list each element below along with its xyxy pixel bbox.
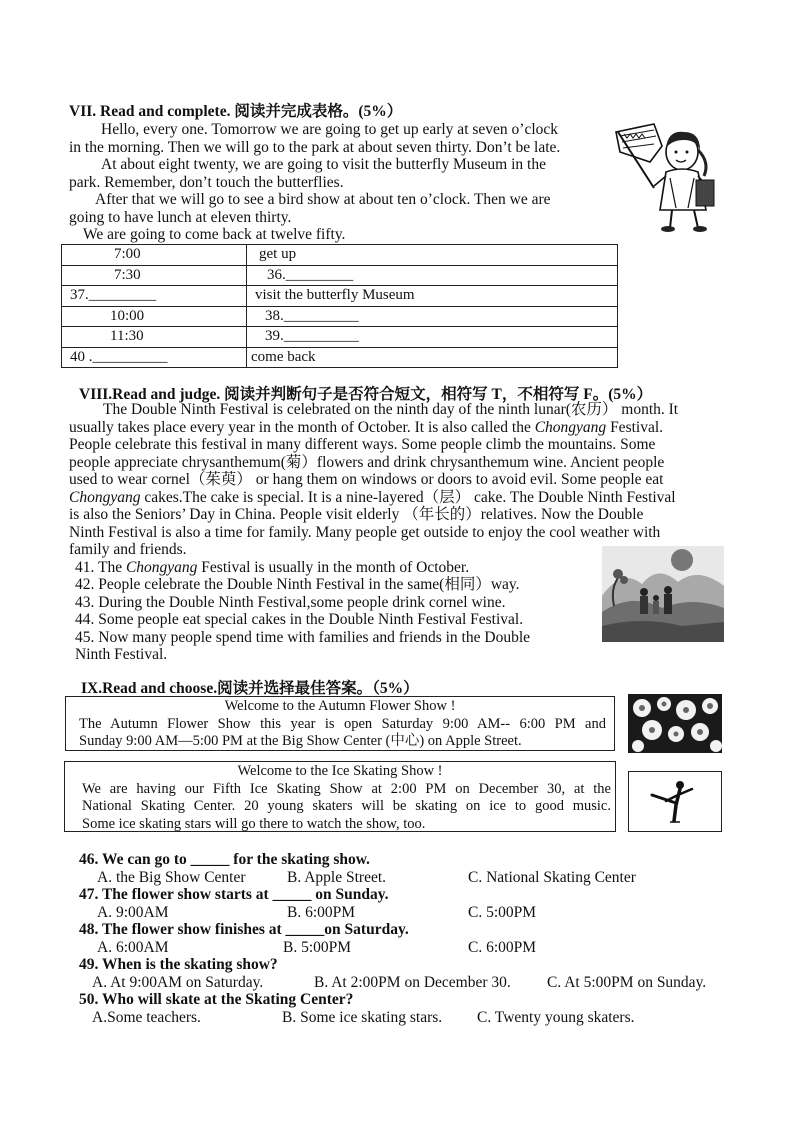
flower-show-notice <box>65 696 615 751</box>
s7-line-5: After that we will go to see a bird show at about ten o’clock. Then we are <box>95 191 551 208</box>
activity-cell: come back <box>247 347 618 368</box>
table-row <box>62 245 618 266</box>
table-row <box>62 347 618 368</box>
s8-line-2: usually takes place every year in the month of October. It is also called the Chongyang Festival. <box>69 418 664 436</box>
activity-cell: 36._________ <box>247 265 618 286</box>
s7-line-6: going to have lunch at eleven thirty. <box>69 208 292 226</box>
question-41: 41. The Chongyang Festival is usually in the month of October. <box>75 558 470 576</box>
flower-notice-line1: The Autumn Flower Show this year is open Saturday 9:00 AM-- 6:00 PM and <box>79 715 606 732</box>
flower-notice-title: Welcome to the Autumn Flower Show ! <box>224 698 456 714</box>
time-cell: 11:30 <box>62 327 247 348</box>
option-a: A. 6:00AM <box>97 939 169 956</box>
option-c: C. 5:00PM <box>468 904 537 921</box>
option-a: A. 9:00AM <box>97 904 169 921</box>
option-b: B. Some ice skating stars. <box>282 1009 443 1026</box>
time-cell: 10:00 <box>62 306 247 327</box>
s8-line-3: People celebrate this festival in many different ways. Some people climb the mountains. Some <box>69 436 656 453</box>
chrysanthemum-flowers-photo <box>628 694 722 753</box>
girl-with-flag-illustration <box>610 122 732 232</box>
section9-heading: IX.Read and choose.阅读并选择最佳答案。（5%） <box>81 680 419 697</box>
time-cell: 7:00 <box>62 245 247 266</box>
s8-line-4: people appreciate chrysanthemum(菊）flowers and drink chrysanthemum wine. Ancient people <box>69 453 665 471</box>
question-44: 44. Some people eat special cakes in the Double Ninth Festival Festival. <box>75 611 524 628</box>
skating-notice-line2: National Skating Center. 20 young skaters will be skating on ice to good music. <box>82 798 611 814</box>
time-cell: 7:30 <box>62 265 247 286</box>
option-a: A. the Big Show Center <box>97 869 246 886</box>
s8-line-9: family and friends. <box>69 541 187 558</box>
skating-show-notice <box>64 761 616 832</box>
schedule-table <box>61 244 618 368</box>
s8-line-8: Ninth Festival is also a time for family. Many people get outside to enjoy the cool weather with <box>69 523 661 541</box>
activity-cell: 39.__________ <box>247 327 618 348</box>
table-row <box>62 327 618 348</box>
option-b: B. 5:00PM <box>283 939 352 956</box>
table-row <box>62 265 618 286</box>
flower-notice-line2: Sunday 9:00 AM—5:00 PM at the Big Show Center (中心) on Apple Street. <box>79 733 522 749</box>
s8-line-1: The Double Ninth Festival is celebrated on the ninth day of the ninth lunar(农历） month. It <box>103 401 679 418</box>
s7-line-3: At about eight twenty, we are going to visit the butterfly Museum in the <box>101 156 546 173</box>
section7-heading: VII. Read and complete. 阅读并完成表格。(5%） <box>69 103 403 120</box>
time-cell: 40 .__________ <box>62 347 247 368</box>
skating-notice-title: Welcome to the Ice Skating Show ! <box>237 763 443 779</box>
mc-question: 47. The flower show starts at _____ on Sunday. <box>79 886 389 903</box>
s8-line-5: used to wear cornel（茱萸） or hang them on windows or doors to avoid evil. Some people eat <box>69 471 664 488</box>
question-43: 43. During the Double Ninth Festival,some people drink cornel wine. <box>75 593 506 611</box>
activity-cell: 38.__________ <box>247 306 618 327</box>
activity-cell: get up <box>247 245 618 266</box>
mc-question: 50. Who will skate at the Skating Center? <box>79 991 354 1008</box>
option-b: B. At 2:00PM on December 30. <box>314 974 511 991</box>
option-c: C. Twenty young skaters. <box>477 1009 635 1026</box>
option-b: B. Apple Street. <box>287 869 387 886</box>
table-row <box>62 286 618 307</box>
option-b: B. 6:00PM <box>287 904 356 921</box>
option-a: A.Some teachers. <box>92 1009 201 1026</box>
activity-cell: visit the butterfly Museum <box>247 286 618 307</box>
question-42: 42. People celebrate the Double Ninth Festival in the same(相同）way. <box>75 576 520 593</box>
option-c: C. National Skating Center <box>468 869 636 886</box>
mc-question: 46. We can go to _____ for the skating show. <box>79 851 370 868</box>
mc-question: 48. The flower show finishes at _____on Saturday. <box>79 921 409 938</box>
table-row <box>62 306 618 327</box>
ice-skater-image <box>628 771 722 832</box>
option-c: C. 6:00PM <box>468 939 537 956</box>
s7-line-2: in the morning. Then we will go to the park at about seven thirty. Don’t be late. <box>69 138 561 156</box>
s8-line-7: is also the Seniors’ Day in China. People visit elderly （年长的）relatives. Now the Double <box>69 506 644 523</box>
s7-line-4: park. Remember, don’t touch the butterflies. <box>69 173 344 191</box>
s7-line-1: Hello, every one. Tomorrow we are going to get up early at seven o’clock <box>101 121 559 138</box>
family-walking-illustration <box>602 546 724 642</box>
option-c: C. At 5:00PM on Sunday. <box>547 974 707 991</box>
s8-line-6: Chongyang cakes.The cake is special. It is a nine-layered（层） cake. The Double Ninth Festival <box>69 488 676 506</box>
time-cell: 37._________ <box>62 286 247 307</box>
option-a: A. At 9:00AM on Saturday. <box>92 974 264 991</box>
skating-notice-line3: Some ice skating stars will go there to watch the show, too. <box>82 815 426 832</box>
section8-heading: VIII.Read and judge. 阅读并判断句子是否符合短文，相符写 T，不相符写 F。(5%） <box>79 386 653 403</box>
question-45-cont: Ninth Festival. <box>75 646 168 663</box>
mc-question: 49. When is the skating show? <box>79 956 278 973</box>
skating-notice-line1: We are having our Fifth Ice Skating Show at 2:00 PM on December 30, at the <box>82 780 611 797</box>
s7-line-7: We are going to come back at twelve fifty. <box>83 226 346 243</box>
question-45: 45. Now many people spend time with families and friends in the Double <box>75 628 531 646</box>
